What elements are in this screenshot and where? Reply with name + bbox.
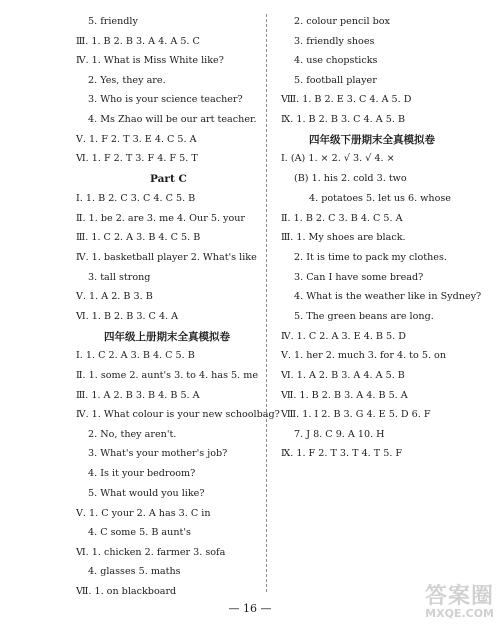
- answer-line: 3. Who is your science teacher?: [88, 94, 243, 105]
- answer-line: 4. C some 5. B aunt's: [88, 527, 191, 538]
- answer-line: 4. glasses 5. maths: [88, 566, 181, 577]
- answer-line: Ⅵ. 1. B 2. B 3. C 4. A: [76, 311, 179, 322]
- answer-line: Ⅰ. (A) 1. × 2. √ 3. √ 4. ×: [281, 153, 395, 164]
- watermark-logo: 答案圈: [424, 584, 494, 609]
- answer-line: 4. use chopsticks: [294, 55, 378, 66]
- answer-line: 4. Ms Zhao will be our art teacher.: [88, 114, 257, 125]
- answer-line: 5. What would you like?: [88, 488, 205, 499]
- answer-line: 5. friendly: [88, 16, 138, 27]
- answer-line: 7. J 8. C 9. A 10. H: [294, 429, 385, 440]
- answer-line: Ⅶ. 1. B 2. B 3. A 4. B 5. A: [281, 390, 408, 401]
- answer-line: Ⅱ. 1. be 2. are 3. me 4. Our 5. your: [76, 213, 246, 224]
- section-heading: Part C: [150, 173, 187, 185]
- answer-line: 3. friendly shoes: [294, 36, 375, 47]
- answer-line: (B) 1. his 2. cold 3. two: [294, 173, 407, 184]
- answer-line: Ⅴ. 1. C your 2. A has 3. C in: [76, 508, 211, 519]
- answer-line: 2. No, they aren't.: [88, 429, 177, 440]
- answer-line: Ⅸ. 1. B 2. B 3. C 4. A 5. B: [281, 114, 405, 125]
- answer-line: Ⅰ. 1. C 2. A 3. B 4. C 5. B: [76, 350, 195, 361]
- answer-line: Ⅷ. 1. B 2. E 3. C 4. A 5. D: [281, 94, 412, 105]
- answer-line: Ⅴ. 1. A 2. B 3. B: [76, 291, 153, 302]
- answer-line: 4. Is it your bedroom?: [88, 468, 196, 479]
- answer-line: Ⅲ. 1. B 2. B 3. A 4. A 5. C: [76, 36, 200, 47]
- section-heading: 四年级下册期末全真模拟卷: [309, 134, 435, 146]
- answer-line: Ⅵ. 1. chicken 2. farmer 3. sofa: [76, 547, 226, 558]
- answer-line: 5. The green beans are long.: [294, 311, 434, 322]
- column-divider: [266, 14, 267, 592]
- answer-line: Ⅳ. 1. What colour is your new schoolbag?: [76, 409, 280, 420]
- answer-line: 4. What is the weather like in Sydney?: [294, 291, 482, 302]
- answer-line: Ⅱ. 1. B 2. C 3. B 4. C 5. A: [281, 213, 403, 224]
- answer-line: Ⅵ. 1. F 2. T 3. F 4. F 5. T: [76, 153, 198, 164]
- answer-line: 4. potatoes 5. let us 6. whose: [309, 193, 451, 204]
- section-heading: 四年级上册期末全真模拟卷: [104, 331, 230, 343]
- answer-line: 3. What's your mother's job?: [88, 448, 228, 459]
- answer-line: Ⅳ. 1. What is Miss White like?: [76, 55, 224, 66]
- answer-line: Ⅲ. 1. A 2. B 3. B 4. B 5. A: [76, 390, 200, 401]
- answer-line: 3. tall strong: [88, 272, 151, 283]
- answer-line: Ⅵ. 1. A 2. B 3. A 4. A 5. B: [281, 370, 405, 381]
- answer-line: Ⅴ. 1. her 2. much 3. for 4. to 5. on: [281, 350, 447, 361]
- answer-line: Ⅱ. 1. some 2. aunt's 3. to 4. has 5. me: [76, 370, 259, 381]
- answer-line: 3. Can I have some bread?: [294, 272, 424, 283]
- watermark-url: MXQE.COM: [425, 607, 494, 620]
- answer-line: 5. football player: [294, 75, 377, 86]
- answer-line: 2. Yes, they are.: [88, 75, 166, 86]
- answer-line: Ⅳ. 1. basketball player 2. What's like: [76, 252, 257, 263]
- answer-line: Ⅶ. 1. on blackboard: [76, 586, 177, 597]
- answer-line: Ⅳ. 1. C 2. A 3. E 4. B 5. D: [281, 331, 406, 342]
- answer-line: 2. colour pencil box: [294, 16, 390, 27]
- page-number: — 16 —: [228, 602, 272, 615]
- answer-line: Ⅰ. 1. B 2. C 3. C 4. C 5. B: [76, 193, 196, 204]
- answer-line: Ⅴ. 1. F 2. T 3. E 4. C 5. A: [76, 134, 197, 145]
- answer-line: 2. It is time to pack my clothes.: [294, 252, 447, 263]
- answer-line: Ⅲ. 1. C 2. A 3. B 4. C 5. B: [76, 232, 201, 243]
- watermark: [425, 586, 494, 620]
- answer-line: Ⅸ. 1. F 2. T 3. T 4. T 5. F: [281, 448, 403, 459]
- answer-line: Ⅲ. 1. My shoes are black.: [281, 232, 406, 243]
- answer-line: Ⅷ. 1. I 2. B 3. G 4. E 5. D 6. F: [281, 409, 431, 420]
